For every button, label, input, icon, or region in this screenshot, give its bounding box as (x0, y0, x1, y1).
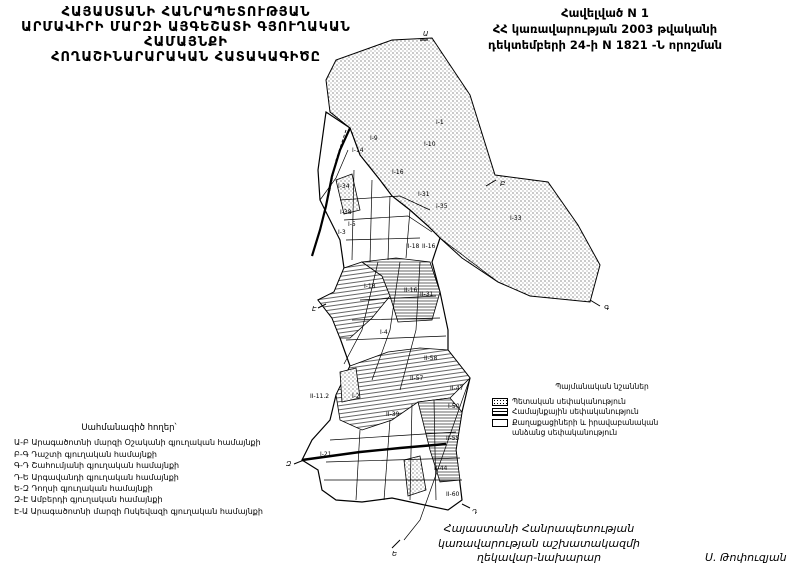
parcel-label: I-2 (352, 393, 360, 400)
annex-line-2: ՀՀ կառավարության 2003 թվականի (492, 22, 718, 36)
point-label: Զ (286, 460, 292, 468)
parcel-label: II-31 (420, 291, 434, 298)
land-legend-continuation: անձանց սեփականություն (512, 428, 618, 437)
parcel-label: II-44 (434, 465, 448, 472)
boundary-legend-item: Զ-Է Ամբերդի գյուղական համայնքի (14, 495, 163, 505)
land-legend-item (492, 407, 712, 417)
parcel-label: I-14 (352, 147, 364, 154)
boundary-legend-item: Բ-Գ Դաշտի գյուղական համայնքի (14, 449, 157, 459)
parcel-label: II-58 (424, 355, 438, 362)
boundary-legend (14, 423, 274, 517)
boundary-legend-item: Ե-Զ Դողսի գյուղական համայնքի (14, 484, 153, 494)
parcel-label: I-50 (448, 403, 460, 410)
land-legend (492, 382, 712, 438)
blank-swatch (492, 419, 508, 427)
parcel-label: I-18 (364, 283, 376, 290)
land-legend-label: Քաղաքացիների և իրավաբանական (512, 417, 659, 427)
parcel-label: I-10 (424, 141, 436, 148)
title-line-3: ՀՈՂԱՇԻՆԱՐԱՐԱԿԱՆ ՀԱՏԱԿԱԳԻԾԸ (51, 50, 321, 65)
land-legend-item (492, 418, 712, 428)
land-legend-label: Պետական սեփականություն (512, 396, 626, 406)
parcel-label: I-35 (436, 203, 448, 210)
land-legend-heading: Պայմանական նշաններ (555, 382, 649, 391)
parcel-label: II-55 (446, 435, 460, 442)
title-line-1: ՀԱՅԱՍՏԱՆԻ ՀԱՆՐԱՊԵՏՈՒԹՅԱՆ (61, 5, 311, 20)
boundary-legend-item: Գ-Դ Շահումյանի գյուղական համայնքի (14, 461, 180, 471)
parcel-label: I-21 (320, 451, 332, 458)
signature-line-3: ղեկավար-նախարար (476, 551, 602, 564)
hatched-swatch (492, 408, 508, 416)
signatory-name: Ս. Թոփուզյան (705, 551, 787, 564)
parcel-label: I-16 (392, 169, 404, 176)
parcel-label: II-47 (450, 385, 464, 392)
point-label: Բ (500, 180, 506, 188)
annex-line-1: Հավելված N 1 (561, 6, 649, 20)
point-label: Է (312, 305, 317, 313)
boundary-legend-item: Դ-Ե Արգավանդի գյուղական համայնքի (14, 472, 179, 482)
parcel-label: I-31 (418, 191, 430, 198)
point-label: Ա (423, 30, 429, 38)
dotted-swatch (492, 398, 508, 406)
signature-line-2: կառավարության աշխատակազմի (437, 536, 641, 550)
boundary-legend-heading: Սահմանագիծ հողեր՝ (81, 423, 177, 433)
parcel-label: II-60 (446, 491, 460, 498)
parcel-label: I-5 (348, 221, 356, 228)
parcel-label: II-16 (404, 287, 418, 294)
parcel-label: I-4 (380, 329, 388, 336)
parcel-label: I-9 (370, 135, 378, 142)
parcel-label: II-16 (422, 243, 436, 250)
point-label: Ե (392, 550, 398, 558)
parcel-label: II-39 (386, 411, 400, 418)
parcel-label: I-1 (436, 119, 444, 126)
land-legend-item (492, 397, 712, 407)
parcel-label: I-33 (510, 215, 522, 222)
signature-line-1: Հայաստանի Հանրապետության (443, 522, 635, 535)
parcel-label: II-18 (406, 243, 420, 250)
annex-line-3: դեկտեմբերի 24-ի N 1821 -Ն որոշման (487, 38, 723, 52)
land-legend-label: Համայնքային սեփականություն (512, 407, 639, 416)
boundary-legend-item: Է-Ա Արագածոտնի մարզի Ոսկեվազի գյուղական համայնքի (14, 506, 263, 516)
parcel-label: I-38 (340, 209, 352, 216)
point-label: Դ (472, 508, 478, 516)
title-line-2: ԱՐՄԱՎԻՐԻ ՄԱՐԶԻ ԱՅԳԵՇԱՏԻ ԳՅՈՒՂԱԿԱՆ ՀԱՄԱՅՆՔԻ (21, 20, 351, 50)
parcel-label: II-57 (410, 375, 424, 382)
parcel-label: I-3 (338, 229, 346, 236)
parcel-label: II-11.2 (310, 393, 330, 400)
parcel-label: I-34 (338, 183, 350, 190)
boundary-legend-item: Ա-Բ Արագածոտնի մարզի Օշականի գյուղական համայնքի (14, 438, 261, 448)
signature-block (424, 522, 654, 566)
point-label: Գ (604, 304, 610, 312)
